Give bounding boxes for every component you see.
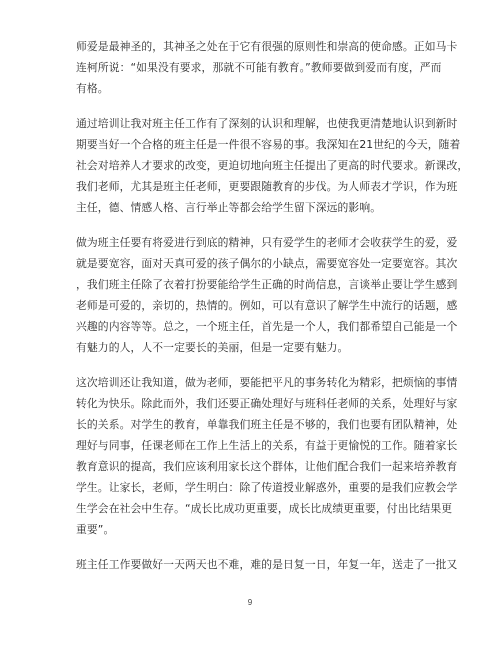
paragraph-teacher-love (76, 36, 458, 99)
text-line: 老师是可爱的，亲切的，热情的。例如，可以有意识了解学生中流行的话题，感 (76, 299, 458, 312)
text-line: 就是要宽容，面对天真可爱的孩子偶尔的小缺点，需要宽容处一定要宽容。其次 (76, 257, 458, 270)
text-line: 班主任工作要做好一天两天也不难，难的是日复一日，年复一年，送走了一批又 (76, 558, 458, 571)
document-body (76, 36, 469, 589)
text-line: 学生。让家长，老师，学生明白：除了传道授业解惑外，重要的是我们应教会学 (76, 481, 458, 494)
text-line: 转化为快乐。除此而外，我们还要正确处理好与班科任老师的关系，处理好与家 (76, 397, 458, 410)
text-line: 主任，德、情感人格、言行举止等都会给学生留下深远的影响。 (76, 201, 382, 214)
text-line: 教育意识的提高，我们应该利用家长这个群体，让他们配合我们一起来培养教育 (76, 460, 458, 473)
text-line: 通过培训让我对班主任工作有了深刻的认识和理解，也使我更清楚地认识到新时 (76, 117, 458, 130)
paragraph-relationships (76, 372, 458, 540)
paragraph-daily-work (76, 554, 458, 575)
text-line: ，我们班主任除了衣着打扮要能给学生正确的时尚信息，言谈举止要让学生感到 (76, 278, 458, 291)
text-line: 师爱是最神圣的，其神圣之处在于它有很强的原则性和崇高的使命感。正如马卡 (76, 40, 458, 53)
text-line: 有魅力的人，人不一定要长的美丽，但是一定要有魅力。 (76, 341, 349, 354)
page-number: 9 (247, 598, 253, 607)
text-line: 重要”。 (76, 523, 115, 536)
text-line: 我们老师，尤其是班主任老师，更要跟随教育的步伐。为人师表才学识，作为班 (76, 180, 458, 193)
paragraph-love-to-the-end (76, 232, 458, 358)
text-line: 兴趣的内容等等。总之，一个班主任，首先是一个人，我们都希望自己能是一个 (76, 320, 458, 333)
text-line: 这次培训还让我知道，做为老师，要能把平凡的事务转化为精彩，把烦恼的事情 (76, 376, 458, 389)
paragraph-training-understanding (76, 113, 469, 218)
text-line: 做为班主任要有将爱进行到底的精神，只有爱学生的老师才会收获学生的爱，爱 (76, 236, 458, 249)
text-line: 社会对培养人才要求的改变，更迫切地向班主任提出了更高的时代要求。新课改， (76, 159, 469, 172)
text-line: 期要当好一个合格的班主任是一件很不容易的事。我深知在21世纪的今天，随着 (76, 138, 461, 151)
text-line: 生学会在社会中生存。“成长比成功更重要，成长比成绩更重要，付出比结果更 (76, 502, 453, 515)
text-line: 长的关系。对学生的教育，单靠我们班主任是不够的，我们也要有团队精神，处 (76, 418, 458, 431)
text-line: 连柯所说：“如果没有要求，那就不可能有教育。”教师要做到爱而有度，严而 (76, 61, 442, 74)
text-line: 理好与同事，任课老师在工作上生活上的关系，有益于更愉悦的工作。随着家长 (76, 439, 458, 452)
text-line: 有格。 (76, 82, 109, 95)
